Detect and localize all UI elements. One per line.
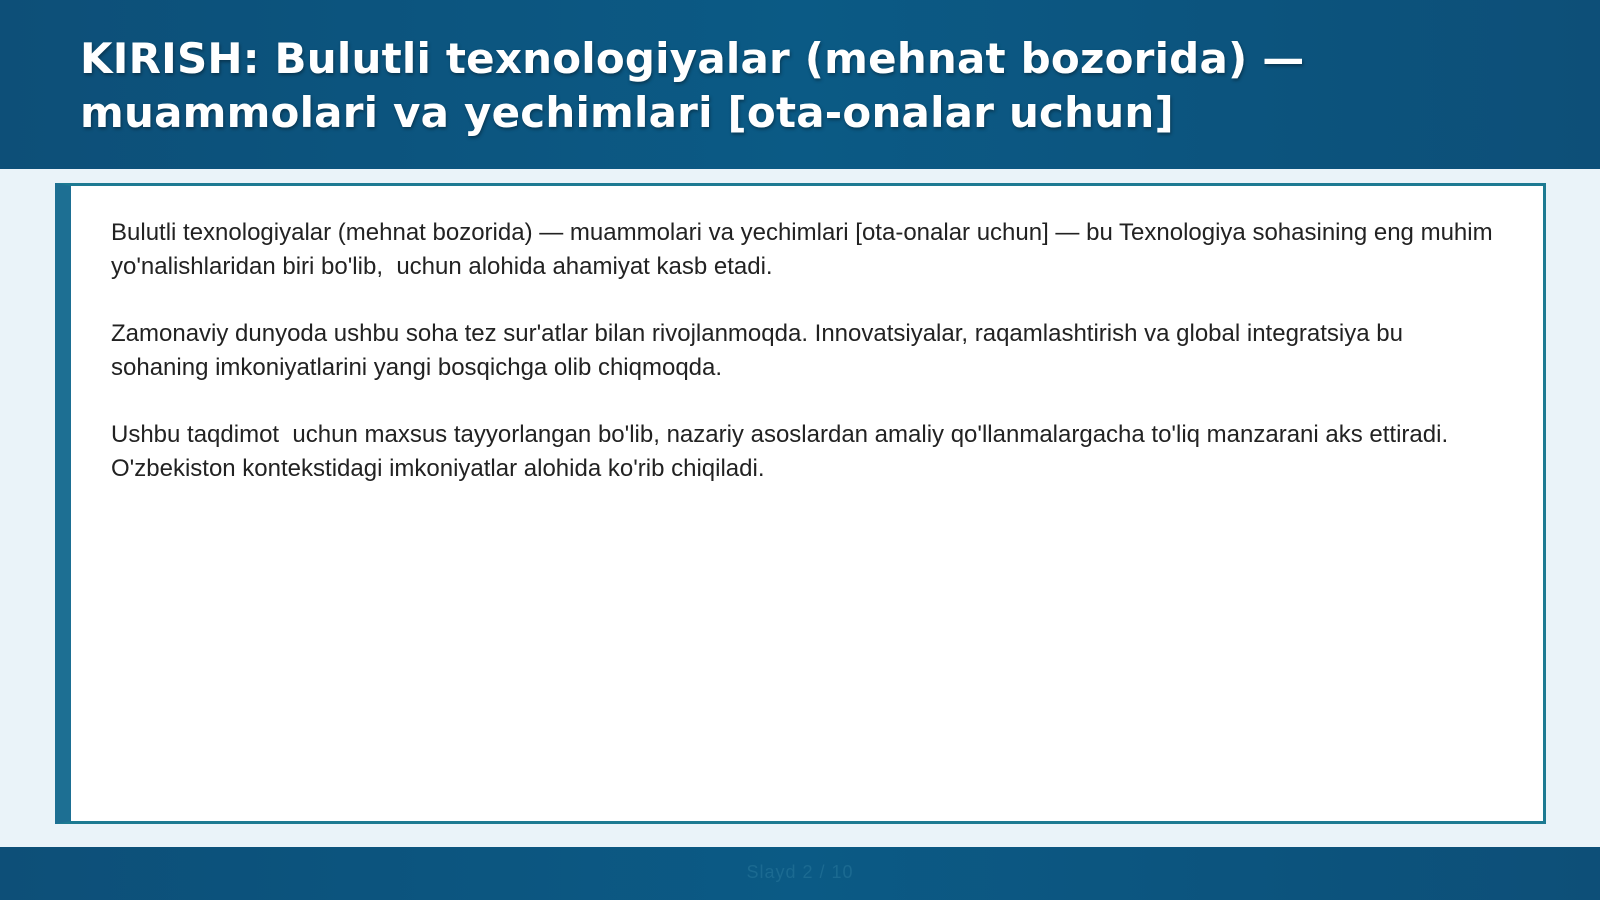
slide-header [0,0,1600,169]
slide-number: Slayd 2 / 10 [746,862,854,882]
paragraph-presentation: Ushbu taqdimot uchun maxsus tayyorlangan bo'lib, nazariy asoslardan amaliy qo'llanmalargacha to'liq manzarani aks ettiradi. O'zbekiston kontekstidagi imkoniyatlar alohida ko'rib chiqiladi. [111,421,1455,482]
paragraph-intro: Bulutli texnologiyalar (mehnat bozorida) — muammolari va yechimlari [ota-onalar uchun] — bu Texnologiya sohasining eng muhim yo'nalishlaridan biri bo'lib, uchun alohida ahamiyat kasb etadi. [111,219,1500,280]
paragraph-modern-world: Zamonaviy dunyoda ushbu soha tez sur'atlar bilan rivojlanmoqda. Innovatsiyalar, raqamlashtirish va global integratsiya bu sohaning imkoniyatlarini yangi bosqichga olib chiqmoqda. [111,320,1410,381]
slide-title: KIRISH: Bulutli texnologiyalar (mehnat bozorida) — muammolari va yechimlari [ota-onalar uchun] [80,34,1305,137]
slide-footer [0,847,1600,900]
content-card [55,183,1546,824]
